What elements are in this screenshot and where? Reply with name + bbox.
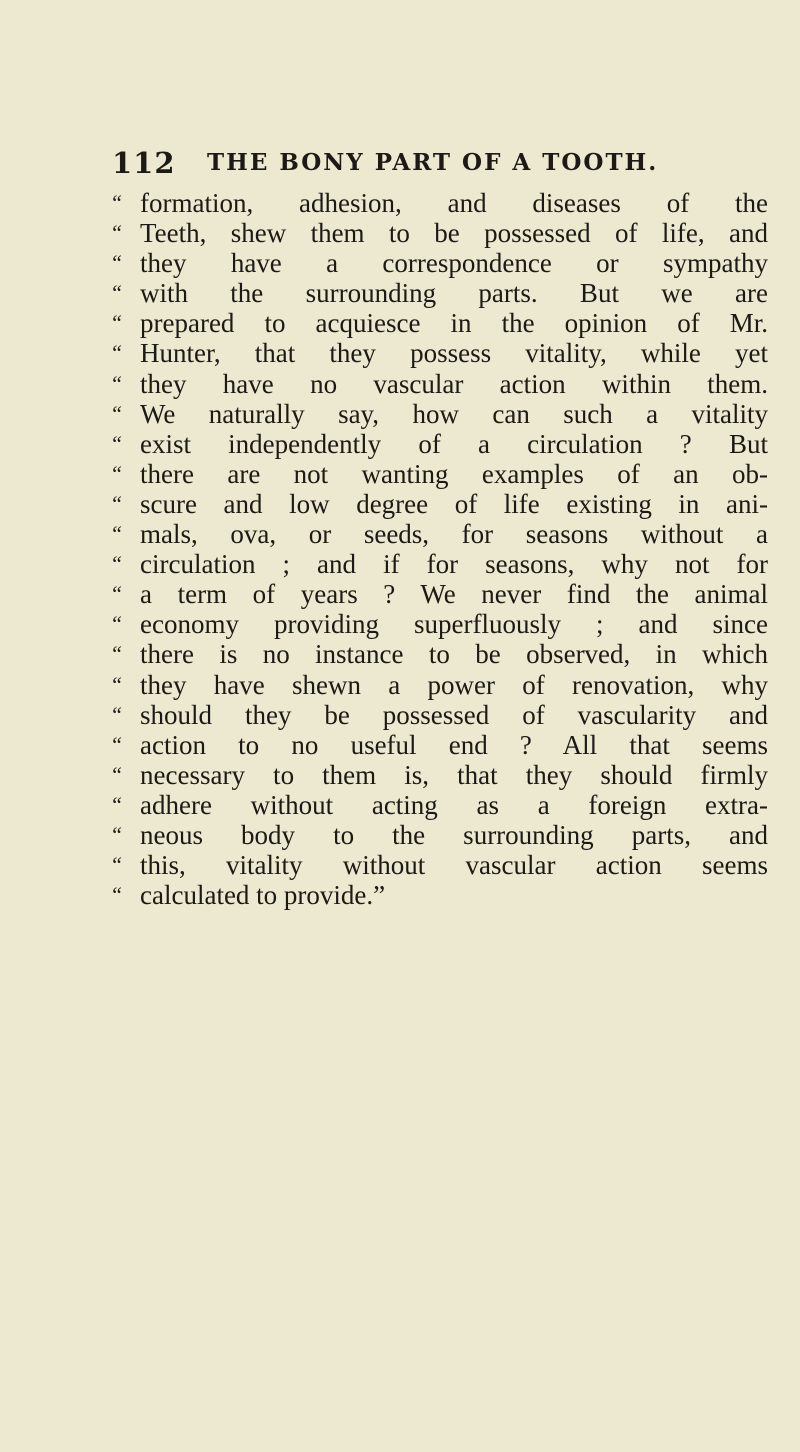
quote-mark: “ <box>110 280 123 306</box>
quote-mark: “ <box>110 250 123 276</box>
quote-mark: “ <box>110 671 123 697</box>
quote-mark: “ <box>110 882 123 908</box>
line-text: adhere without acting as a foreign extra- <box>140 789 768 820</box>
line-text: exist independently of a circulation ? But <box>140 428 768 459</box>
line-text: necessary to them is, that they should firmly <box>140 759 768 790</box>
text-line <box>110 248 790 278</box>
running-head <box>112 146 772 182</box>
text-line <box>110 218 790 248</box>
quote-mark: “ <box>110 821 123 847</box>
line-text: there is no instance to be observed, in which <box>140 639 768 670</box>
quote-mark: “ <box>110 340 123 366</box>
line-text: mals, ova, or seeds, for seasons without a <box>140 519 768 550</box>
line-text: a term of years ? We never find the animal <box>140 579 768 610</box>
quote-mark: “ <box>110 400 123 426</box>
quote-mark: “ <box>110 551 123 577</box>
line-text: We naturally say, how can such a vitality <box>140 398 768 429</box>
text-line <box>110 278 790 308</box>
text-line <box>110 338 790 368</box>
text-line <box>110 399 790 429</box>
text-line <box>110 790 790 820</box>
line-text: calculated to provide.” <box>140 880 386 911</box>
quote-mark: “ <box>110 852 123 878</box>
line-text: circulation ; and if for seasons, why not for <box>140 549 768 580</box>
line-text: economy providing superfluously ; and since <box>140 609 768 640</box>
quote-mark: “ <box>110 791 123 817</box>
line-text: this, vitality without vascular action seems <box>140 850 768 881</box>
line-text: there are not wanting examples of an ob- <box>140 458 768 489</box>
text-line <box>110 369 790 399</box>
body-text <box>110 188 790 910</box>
line-text: neous body to the surrounding parts, and <box>140 819 768 850</box>
line-text: they have no vascular action within them. <box>140 368 768 399</box>
quote-mark: “ <box>110 490 123 516</box>
text-line <box>110 670 790 700</box>
line-text: they have a correspondence or sympathy <box>140 248 768 279</box>
quote-mark: “ <box>110 430 123 456</box>
running-title: THE BONY PART OF A TOOTH. <box>207 149 659 176</box>
line-text: Teeth, shew them to be possessed of life, and <box>140 218 768 249</box>
text-line <box>110 639 790 669</box>
line-text: scure and low degree of life existing in ani- <box>140 488 768 519</box>
line-text: action to no useful end ? All that seems <box>140 729 768 760</box>
text-line <box>110 579 790 609</box>
text-line <box>110 760 790 790</box>
line-text: prepared to acquiesce in the opinion of Mr. <box>140 308 768 339</box>
line-text: with the surrounding parts. But we are <box>140 278 768 309</box>
quote-mark: “ <box>110 731 123 757</box>
text-line <box>110 820 790 850</box>
page-number: 112 <box>112 146 176 180</box>
quote-mark: “ <box>110 460 123 486</box>
text-line <box>110 730 790 760</box>
line-text: formation, adhesion, and diseases of the <box>140 188 768 218</box>
text-line <box>110 609 790 639</box>
text-line <box>110 459 790 489</box>
quote-mark: “ <box>110 310 123 336</box>
text-line <box>110 700 790 730</box>
text-line <box>110 880 790 910</box>
text-line <box>110 308 790 338</box>
text-line <box>110 429 790 459</box>
text-line <box>110 850 790 880</box>
text-line <box>110 188 790 218</box>
quote-mark: “ <box>110 190 123 215</box>
quote-mark: “ <box>110 761 123 787</box>
quote-mark: “ <box>110 581 123 607</box>
quote-mark: “ <box>110 701 123 727</box>
text-line <box>110 519 790 549</box>
line-text: Hunter, that they possess vitality, while yet <box>140 338 768 369</box>
quote-mark: “ <box>110 220 123 246</box>
line-text: they have shewn a power of renovation, why <box>140 669 768 700</box>
line-text: should they be possessed of vascularity and <box>140 699 768 730</box>
text-line <box>110 489 790 519</box>
quote-mark: “ <box>110 641 123 667</box>
text-line <box>110 549 790 579</box>
quote-mark: “ <box>110 521 123 547</box>
quote-mark: “ <box>110 370 123 396</box>
quote-mark: “ <box>110 611 123 637</box>
